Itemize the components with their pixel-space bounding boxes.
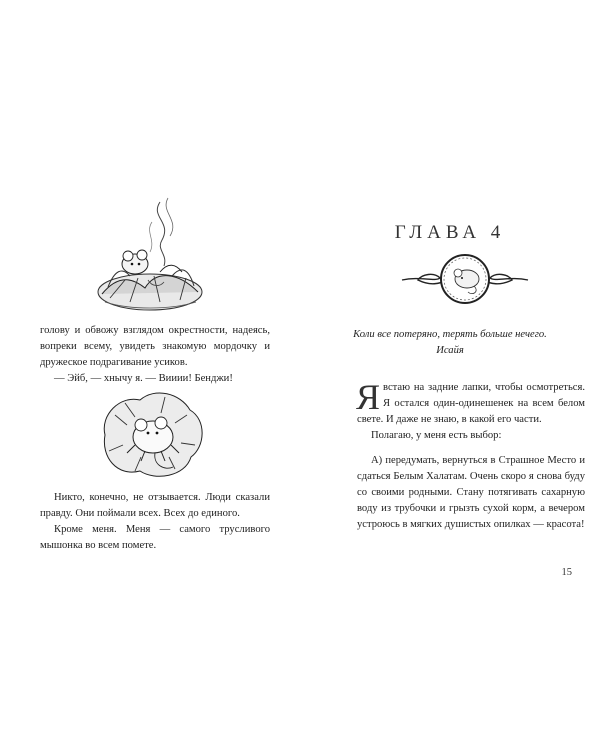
right-text-2	[357, 453, 585, 533]
epigraph-quote: Коли все потеряно, терять больше нечего.	[353, 329, 547, 340]
drop-cap: Я	[356, 377, 381, 417]
right-page	[300, 0, 600, 750]
paragraph: голову и обвожу взглядом окрестности, надеясь, вопреки всему, увидеть знакомую мордочку и дружеское подрагивание усиков.	[40, 325, 270, 368]
paragraph: Никто, конечно, не отзывается. Люди сказали правду. Они поймали всех. Всех до единого.	[40, 492, 270, 519]
illustration-mouse-upside-down	[95, 385, 210, 485]
left-text-bottom	[40, 490, 270, 554]
paragraph: Полагаю, у меня есть выбор:	[371, 430, 502, 441]
paragraph: встаю на задние лапки, чтобы осмотреться. Я остался один-одинешенек на всем белом свете. И даже не знаю, в какой его части.	[357, 382, 585, 425]
chapter-title: ГЛАВА 4	[394, 222, 506, 243]
paragraph: Кроме меня. Меня — самого трусливого мышонка во всем помете.	[40, 524, 270, 551]
right-text-1	[356, 377, 585, 444]
chapter-ornament	[400, 246, 530, 316]
epigraph-author: Исайя	[436, 345, 464, 356]
epigraph	[320, 327, 580, 359]
page-number: 15	[561, 567, 572, 578]
left-text-top	[40, 323, 270, 387]
illustration-mouse-in-leaves	[90, 192, 210, 317]
paragraph: А) передумать, вернуться в Страшное Место и сдаться Белым Халатам. Очень скоро я снова буду со своими родными. Стану потягивать сахарную воду из трубочки и грызть сухой корм, а вечером устроюсь в мягких душистых опилках — красота!	[357, 455, 585, 530]
paragraph: — Эйб, — хнычу я. — Вииии! Бенджи!	[54, 373, 233, 384]
